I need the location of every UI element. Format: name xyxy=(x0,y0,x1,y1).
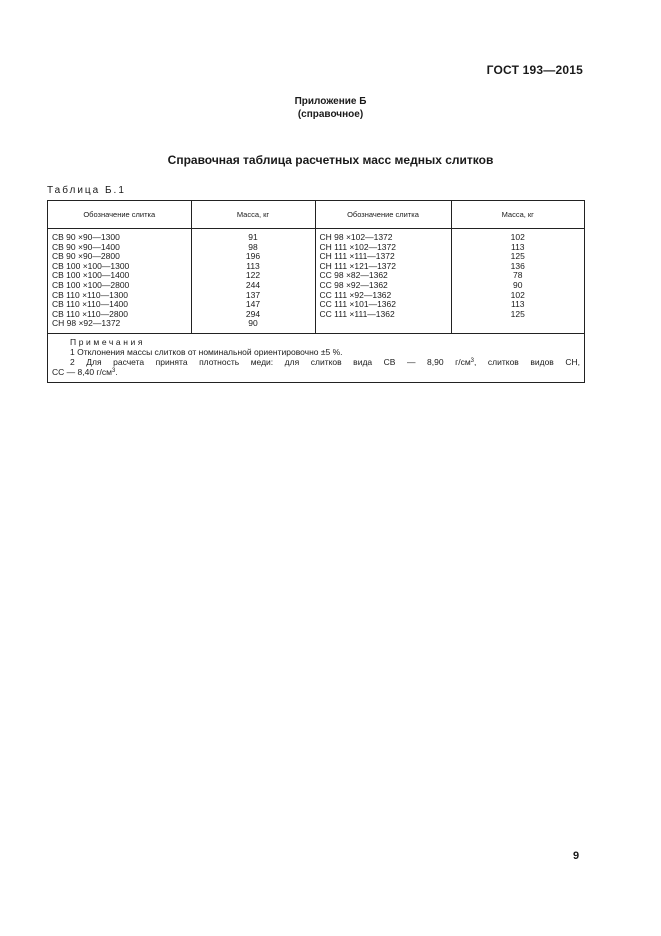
ingot-mass-left: 113 xyxy=(191,262,315,272)
table-row xyxy=(48,233,584,243)
column-header-mass-right: Масса, кг xyxy=(451,201,584,229)
note-2-text: 2 Для расчета принята плотность меди: для слитков вида СВ — 8,90 г/см xyxy=(70,356,471,367)
ingot-mass-right: 78 xyxy=(513,270,523,281)
table-row xyxy=(48,310,584,320)
note-2-line2 xyxy=(52,367,580,377)
ingot-designation-right: СС 111 ×92—1362 xyxy=(315,291,451,301)
note-2-end: . xyxy=(115,366,118,377)
table-notes xyxy=(48,333,584,382)
ingot-designation-right: СС 98 ×92—1362 xyxy=(315,281,451,291)
appendix-heading xyxy=(0,95,661,121)
appendix-type: (справочное) xyxy=(297,109,364,120)
column-header-designation-left: Обозначение слитка xyxy=(48,201,191,229)
ingot-designation-right xyxy=(315,319,451,329)
ingot-mass-left: 244 xyxy=(191,281,315,291)
table-row xyxy=(48,291,584,301)
ingot-mass-right xyxy=(451,319,584,329)
page-title: Справочная таблица расчетных масс медных слитков xyxy=(167,153,494,167)
page-number: 9 xyxy=(573,850,580,862)
appendix-title: Приложение Б xyxy=(294,96,367,107)
table-header-row xyxy=(48,201,584,229)
ingot-designation-left: СВ 100 ×100—1300 xyxy=(48,262,191,272)
ingot-designation-left: СН 98 ×92—1372 xyxy=(48,319,191,329)
note-2-text-line2: СС — 8,40 г/см xyxy=(52,366,112,377)
table-row xyxy=(48,300,584,310)
table-label: Таблица Б.1 xyxy=(47,185,126,196)
column-header-designation-right: Обозначение слитка xyxy=(315,201,451,229)
note-2-superscript-2: 3 xyxy=(111,367,116,374)
table-row xyxy=(48,319,584,329)
ingot-designation-left: СВ 100 ×100—1400 xyxy=(48,271,191,281)
ingot-mass-table xyxy=(47,200,585,383)
note-2-superscript: 3 xyxy=(470,357,475,364)
ingot-designation-right: СС 98 ×82—1362 xyxy=(315,271,451,281)
ingot-designation-right: СН 111 ×102—1372 xyxy=(315,243,451,253)
ingot-designation-left: СВ 90 ×90—2800 xyxy=(48,252,191,262)
ingot-mass-right: 125 xyxy=(510,308,525,319)
ingot-designation-left: СВ 90 ×90—1300 xyxy=(48,233,191,243)
ingot-mass-right: 113 xyxy=(510,241,525,252)
ingot-mass-right: 102 xyxy=(510,232,525,242)
document-code: ГОСТ 193—2015 xyxy=(486,63,583,77)
ingot-designation-right: СН 111 ×111—1372 xyxy=(315,252,451,262)
ingot-mass-right: 125 xyxy=(510,251,525,262)
ingot-designation-left: СВ 100 ×100—2800 xyxy=(48,281,191,291)
ingot-mass-left: 98 xyxy=(191,243,315,253)
table-row xyxy=(48,281,584,291)
ingot-designation-right: СН 111 ×121—1372 xyxy=(315,262,451,272)
ingot-designation-right: СС 111 ×111—1362 xyxy=(315,310,451,320)
data-table xyxy=(48,201,584,333)
ingot-designation-left: СВ 110 ×110—1300 xyxy=(48,291,191,301)
notes-title: Примечания xyxy=(70,336,146,347)
ingot-designation-left: СВ 90 ×90—1400 xyxy=(48,243,191,253)
column-header-mass-left: Масса, кг xyxy=(191,201,315,229)
ingot-mass-left: 137 xyxy=(191,291,315,301)
ingot-mass-right: 90 xyxy=(513,279,523,290)
ingot-mass-left: 90 xyxy=(191,319,315,329)
ingot-designation-right: СС 111 ×101—1362 xyxy=(315,300,451,310)
ingot-designation-left: СВ 110 ×110—2800 xyxy=(48,310,191,320)
note-2 xyxy=(52,357,580,367)
table-row xyxy=(48,243,584,253)
note-1: 1 Отклонения массы слитков от номинальной ориентировочно ±5 %. xyxy=(70,346,343,357)
ingot-mass-left: 147 xyxy=(191,300,315,310)
ingot-mass-right: 136 xyxy=(510,260,525,271)
ingot-mass-left: 122 xyxy=(191,271,315,281)
note-2-text-cont: , слитков видов СН, xyxy=(474,356,580,367)
ingot-mass-right: 102 xyxy=(510,289,525,300)
ingot-mass-right: 113 xyxy=(510,299,525,310)
ingot-designation-left: СВ 110 ×110—1400 xyxy=(48,300,191,310)
ingot-designation-right: СН 98 ×102—1372 xyxy=(315,233,451,243)
table-body xyxy=(48,229,584,333)
ingot-mass-left: 294 xyxy=(191,310,315,320)
ingot-mass-left: 196 xyxy=(191,252,315,262)
ingot-mass-left: 91 xyxy=(191,233,315,243)
